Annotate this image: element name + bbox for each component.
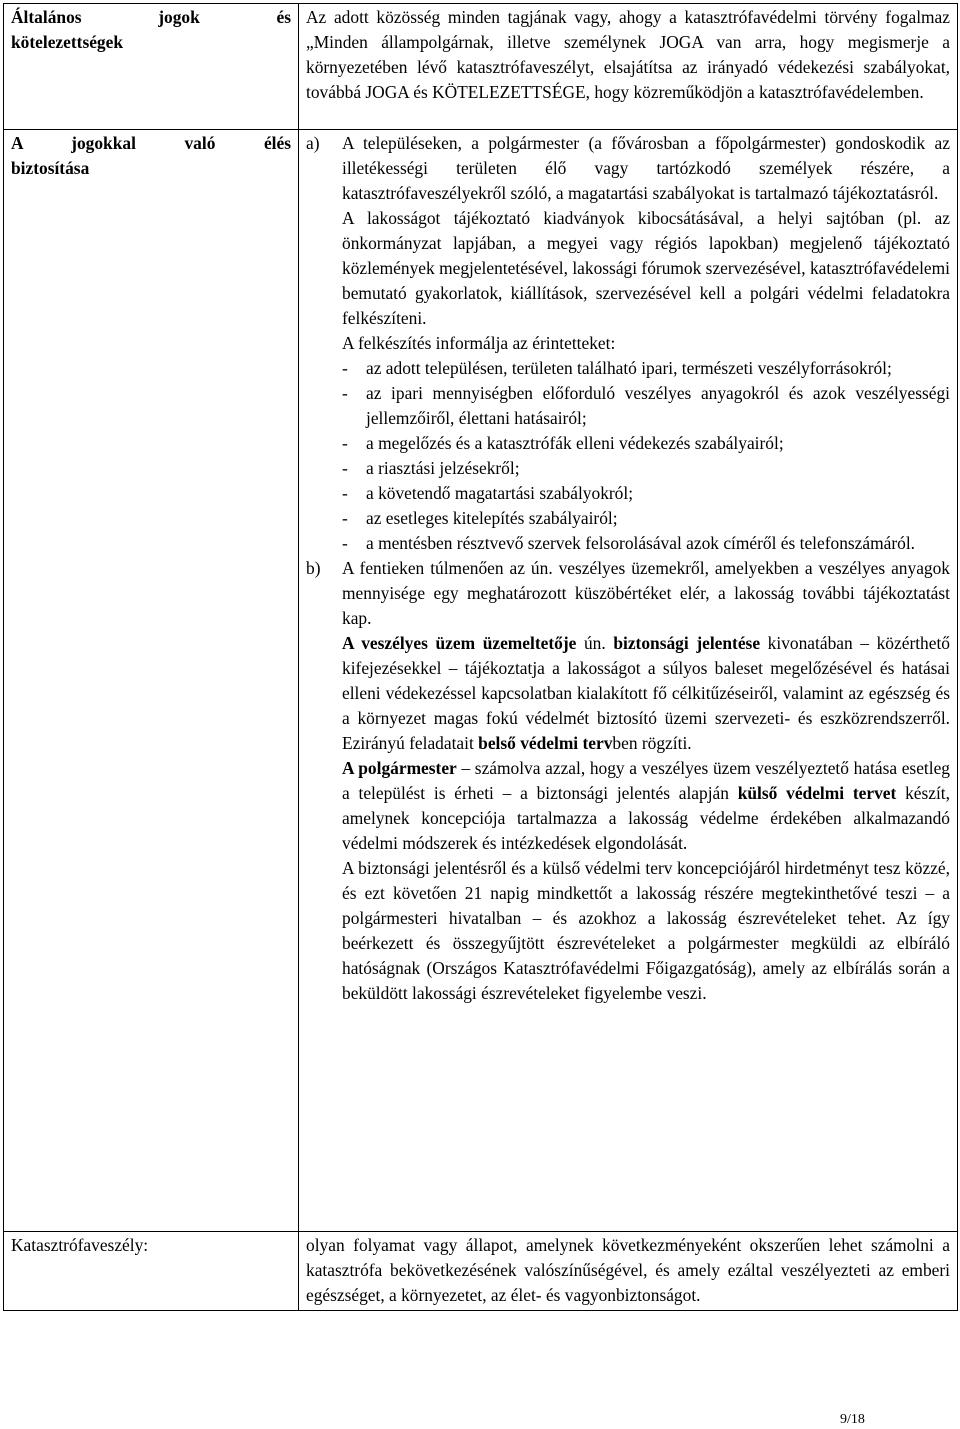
document-table: [3, 3, 958, 1311]
item-marker: a): [306, 133, 320, 153]
text-run: kivonatában – közérthető kifejezésekkel – tájékoztatja a lakosságot a súlyos baleset megelőzésével és hatásai elleni védekezéssel kapcsolatban kialakított fő célkitűzéseiről, valamint az egészség és a környezet magas fokú védelmét biztosító üzemi szervezeti- és eszközrendszerről. Ezirányú feladatait: [342, 633, 951, 753]
text-run: ún.: [576, 633, 614, 653]
row-label-cell: [4, 4, 299, 130]
bold-text: A veszélyes üzem üzemeltetője: [342, 633, 577, 653]
row-label-cell: [4, 130, 299, 1232]
paragraph: A biztonsági jelentésről és a külső védelmi terv koncepciójáról hirdetményt tesz közzé, és ezt követően 21 napig mindkettőt a lakosság részére megtekinthetővé teszi – a polgármesteri hivatalban – és azokhoz a lakosság észrevételeket tehet. Az így beérkezett és összegyűjtött észrevételeket a polgármester megküldi az elbíráló hatóságnak (Országos Katasztrófavédelmi Főigazgatóság), amely az elbírálás során a beküldött lakossági észrevételeket figyelembe veszi.: [342, 858, 950, 1003]
bullet-item: [342, 356, 950, 381]
paragraph: Az adott közösség minden tagjának vagy, ahogy a katasztrófavédelmi törvény fogalmaz „Minden állampolgárnak, illetve személynek JOGA van arra, hogy megismerje a környezetében lévő katasztrófaveszélyt, elsajátítsa az irányadó védekezési szabályokat, továbbá JOGA és KÖTELEZETTSÉGE, hogy közreműködjön a katasztrófavédelemben.: [306, 7, 950, 102]
bold-text: belső védelmi terv: [478, 733, 613, 753]
bullet-item: [342, 431, 950, 456]
table-row: [4, 4, 958, 130]
row-label-line: kötelezettségek: [11, 32, 124, 52]
bullet-text: az ipari mennyiségben előforduló veszélyes anyagokról és azok veszélyességi jellemzőiről, élettani hatásairól;: [366, 383, 950, 428]
bullet-list: [342, 356, 950, 556]
row-content-cell: [299, 130, 958, 1232]
bold-text: biztonsági jelentése: [613, 633, 761, 653]
bold-text: A polgármester: [342, 758, 457, 778]
bullet-text: az adott településen, területen található ipari, természeti veszélyforrásokról;: [366, 358, 892, 378]
bullet-item: [342, 506, 950, 531]
paragraph: olyan folyamat vagy állapot, amelynek következményeként okszerűen lehet számolni a katasztrófa bekövetkezésének valószínűségével, és amely ezáltal veszélyezteti az emberi egészséget, a környezetet, az élet- és vagyonbiztonságot.: [306, 1235, 950, 1305]
paragraph: A fentieken túlmenően az ún. veszélyes üzemekről, amelyekben a veszélyes anyagok mennyisége egy meghatározott küszöbértéket elér, a lakosság további tájékoztatást kap.: [342, 558, 950, 628]
bullet-dash: -: [342, 533, 348, 553]
row-label-line: Általános jogok és: [11, 7, 291, 27]
bullet-text: a követendő magatartási szabályokról;: [366, 483, 634, 503]
row-content-cell: [299, 1232, 958, 1311]
row-label: Katasztrófaveszély:: [11, 1235, 149, 1255]
bullet-text: a megelőzés és a katasztrófák elleni védekezés szabályairól;: [366, 433, 784, 453]
bullet-text: a mentésben résztvevő szervek felsorolásával azok címéről és telefonszámáról.: [366, 533, 916, 553]
table-row: [4, 130, 958, 1232]
list-item-a: [306, 131, 950, 556]
bullet-dash: -: [342, 458, 348, 478]
bullet-text: az esetleges kitelepítés szabályairól;: [366, 508, 618, 528]
text-run: készít, amelynek koncepciója tartalmazza a lakosság védelme érdekében alkalmazandó védelmi módszerek és intézkedések elgondolását.: [342, 783, 950, 853]
row-label-line: A jogokkal való élés: [11, 133, 291, 153]
paragraph: [342, 756, 950, 856]
table-row: [4, 1232, 958, 1311]
bullet-item: [342, 531, 950, 556]
list-item-b: [306, 556, 950, 1006]
bullet-dash: -: [342, 383, 348, 403]
bullet-item: [342, 481, 950, 506]
paragraph: [342, 631, 950, 756]
paragraph: A lakosságot tájékoztató kiadványok kibocsátásával, a helyi sajtóban (pl. az önkormányzat lapjában, a megyei vagy régiós lapokban) megjelenő tájékoztató közlemények megjelentetésével, lakossági fórumok szervezésével, katasztrófavédelemi bemutató gyakorlatok, kiállítások, szervezésével kell a polgári védelmi feladatokra felkészíteni.: [342, 208, 950, 328]
paragraph: A felkészítés informálja az érintetteket:: [342, 333, 616, 353]
row-content-cell: [299, 4, 958, 130]
bullet-text: a riasztási jelzésekről;: [366, 458, 520, 478]
bullet-dash: -: [342, 358, 348, 378]
row-label-cell: [4, 1232, 299, 1311]
item-marker: b): [306, 558, 321, 578]
bullet-item: [342, 456, 950, 481]
bullet-dash: -: [342, 433, 348, 453]
bullet-item: [342, 381, 950, 431]
row-label-line: biztosítása: [11, 158, 90, 178]
page-number: 9/18: [840, 1412, 865, 1427]
bold-text: külső védelmi tervet: [737, 783, 897, 803]
text-run: – számolva azzal, hogy a veszélyes üzem veszélyeztető hatása esetleg a települést is érheti – a biztonsági jelentés alapján: [342, 758, 950, 803]
bullet-dash: -: [342, 483, 348, 503]
paragraph: A településeken, a polgármester (a fővárosban a főpolgármester) gondoskodik az illetékességi területen élő vagy tartózkodó személyek részére, a katasztrófaveszélyekről szóló, a magatartási szabályokat is tartalmazó tájékoztatásról.: [342, 133, 950, 203]
bullet-dash: -: [342, 508, 348, 528]
text-run: ben rögzíti.: [612, 733, 692, 753]
